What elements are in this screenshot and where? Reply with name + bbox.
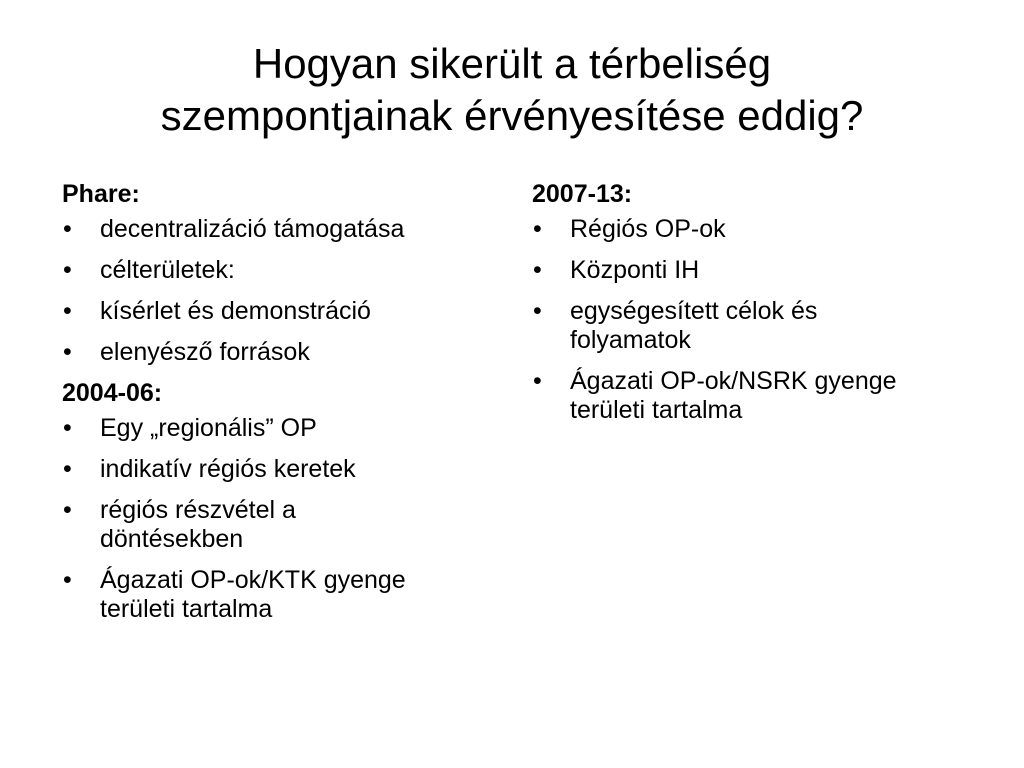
bullet-list-phare (62, 215, 502, 367)
list-item-text: egységesített célok és folyamatok (570, 297, 818, 354)
list-item-text: decentralizáció támogatása (100, 215, 405, 243)
list-item (62, 455, 502, 484)
bullet-icon: • (63, 496, 72, 524)
list-item-text: Ágazati OP-ok/KTK gyenge területi tartalma (100, 566, 406, 623)
title-line-2: szempontjainak érvényesítése eddig? (160, 92, 864, 139)
slide-title (40, 38, 984, 142)
list-item-text: Egy „regionális” OP (100, 414, 317, 442)
list-item (62, 566, 502, 624)
section-heading-2007-13: 2007-13: (532, 180, 633, 208)
list-item (532, 367, 972, 425)
bullet-icon: • (63, 215, 72, 243)
list-item (62, 215, 502, 244)
list-item-text: elenyésző források (100, 338, 310, 366)
left-column (62, 180, 502, 636)
list-item-text: kísérlet és demonstráció (100, 297, 371, 325)
list-item (62, 414, 502, 443)
bullet-icon: • (63, 566, 72, 594)
bullet-icon: • (533, 215, 542, 243)
section-heading-phare: Phare: (62, 180, 140, 208)
list-item-text: Régiós OP-ok (570, 215, 726, 243)
list-item (62, 338, 502, 367)
list-item (532, 256, 972, 285)
bullet-list-2007-13 (532, 215, 972, 425)
right-column (532, 180, 972, 437)
bullet-icon: • (63, 338, 72, 366)
bullet-icon: • (63, 297, 72, 325)
list-item (532, 297, 972, 355)
list-item-text: indikatív régiós keretek (100, 455, 356, 483)
bullet-icon: • (533, 256, 542, 284)
bullet-list-2004-06 (62, 414, 502, 624)
list-item (62, 297, 502, 326)
list-item-text: célterületek: (100, 256, 235, 284)
title-line-1: Hogyan sikerült a térbeliség (252, 40, 772, 87)
list-item-text: Ágazati OP-ok/NSRK gyenge területi tartalma (570, 367, 897, 424)
bullet-icon: • (63, 256, 72, 284)
bullet-icon: • (63, 455, 72, 483)
list-item (62, 496, 502, 554)
bullet-icon: • (533, 297, 542, 325)
bullet-icon: • (63, 414, 72, 442)
list-item (532, 215, 972, 244)
list-item (62, 256, 502, 285)
section-heading-2004-06: 2004-06: (62, 379, 163, 407)
list-item-text: Központi IH (570, 256, 700, 284)
list-item-text: régiós részvétel a döntésekben (100, 496, 296, 553)
bullet-icon: • (533, 367, 542, 395)
